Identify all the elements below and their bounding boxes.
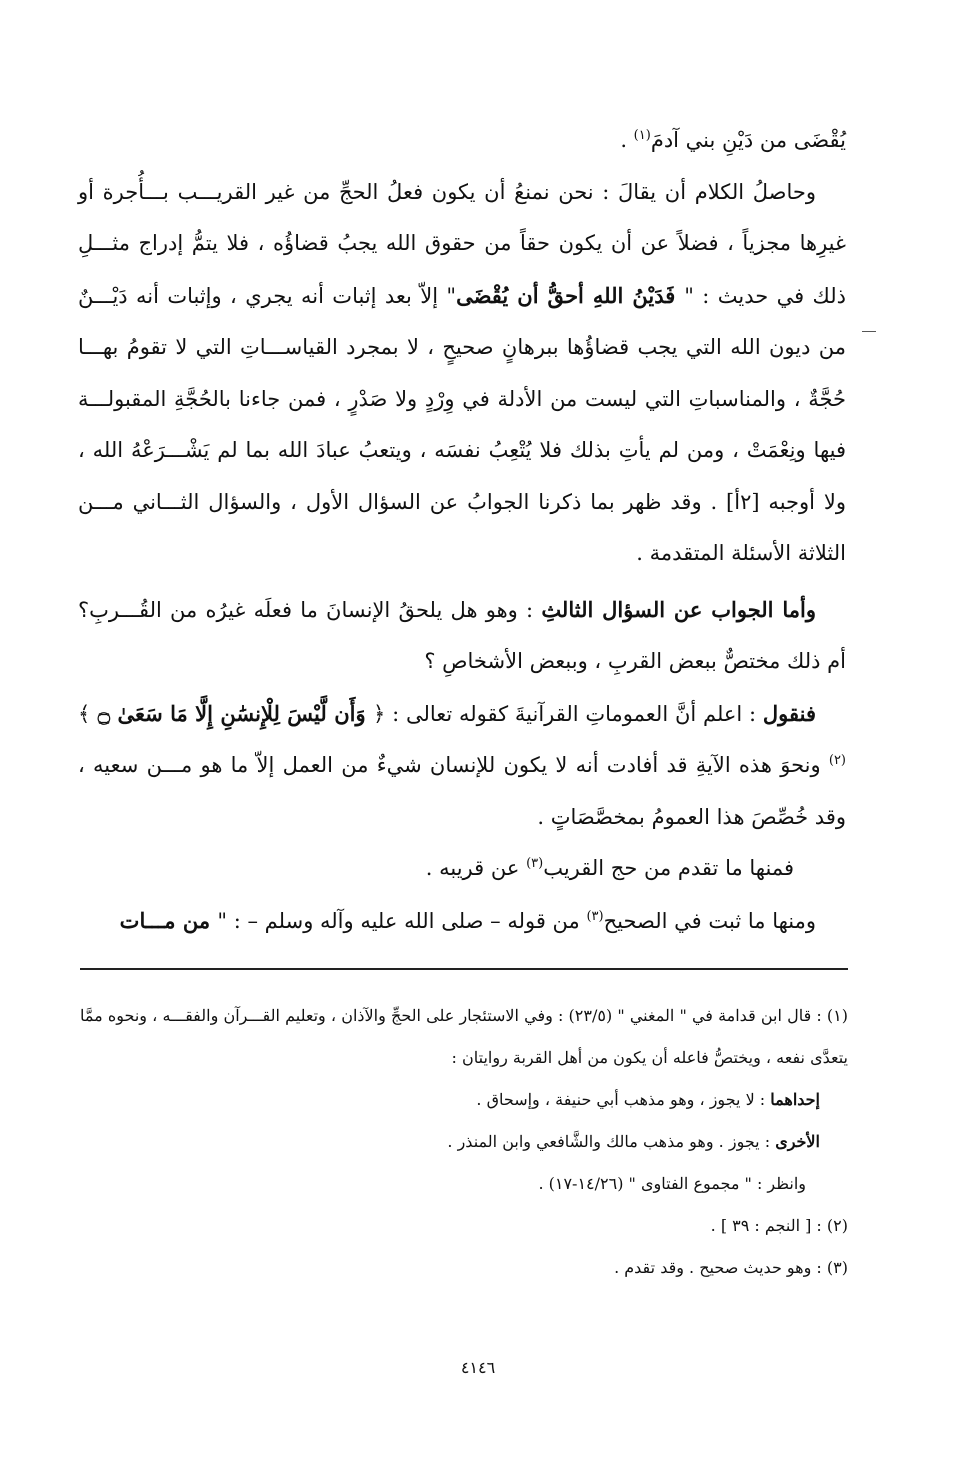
- footnote-3: (٣) : وهو حديث صحيح . وقد تقدم .: [614, 1258, 848, 1277]
- footnote-ref-1[interactable]: (١): [633, 128, 651, 143]
- footnote-ref-3b[interactable]: (٣): [586, 908, 604, 924]
- footnote-separator: [80, 968, 848, 970]
- paragraph-5: فمنها ما تقدم من حج القريب$^{(٣)}$ عن قريبه .: [425, 856, 794, 880]
- section-heading: وأما الجواب عن السؤال الثالثِ: [541, 596, 816, 622]
- hadith-quote: فَدَيْنُ اللهِ أحقُّ أن يُقْضَى: [456, 282, 685, 308]
- footnotes: [80, 995, 848, 1289]
- page-number: ٤١٤٦: [460, 1358, 496, 1377]
- footnote-1-see-also: وانظر : " مجموع الفتاوى " (١٤/٢٦-١٧) .: [538, 1174, 806, 1193]
- lead-word: فنقول: [762, 700, 816, 726]
- footnote-1-opinion-1: إحداهما : لا يجوز ، وهو مذهب أبي حنيفة ، وإسحاق .: [476, 1090, 820, 1109]
- main-text: [78, 115, 846, 947]
- footnote-1-opinion-2: الأخرى : يجوز . وهو مذهب مالك والشَّافعي وابن المنذر .: [447, 1132, 820, 1151]
- paragraph-1: يُقْضَى من دَيْنِ بني آدمَ$^{(١)}$ .: [620, 128, 846, 152]
- paragraph-6: ومنها ما ثبت في الصحيح$^{(٣)}$ من قوله – صلى الله عليه وآله وسلم – : " من مـــات: [119, 907, 816, 933]
- footnote-1: (١) : قال ابن قدامة في " المغني " (٢٣/٥) : وفي الاستئجار على الحجِّ والآذان ، وتعليم القـــرآن والفقـــه ، ونحوه ممَّا يتعدَّى نفعه ، ويختصُّ فاعله أن يكون من أهل القربة روايتان :: [80, 1006, 848, 1067]
- footnote-ref-2[interactable]: (٢): [828, 753, 846, 768]
- footnote-ref-3[interactable]: (٣): [526, 856, 544, 871]
- margin-mark: [862, 331, 876, 332]
- paragraph-4: فنقول : اعلم أنَّ العموماتِ القرآنيةَ كقوله تعالى : ﴿ وَأَن لَّيْسَ لِلْإِنسَٰنِ إِلَّا مَا سَعَىٰ ۝ ﴾$^{(٢)}$ ونحوَ هذه الآيةِ قد أفادت أنه لا يكون للإنسان شيءٌ من العمل إلاّ ما هو مـــن سعيه ، وقد خُصِّصَ هذا العمومُ بمخصَّصَاتٍ .: [78, 700, 846, 829]
- hadith-start: من مـــات: [119, 907, 218, 933]
- quran-verse: وَأَن لَّيْسَ لِلْإِنسَٰنِ إِلَّا مَا سَعَىٰ ۝: [90, 700, 374, 726]
- paragraph-3: وأما الجواب عن السؤال الثالثِ : وهو هل يلحقُ الإنسانَ ما فعلَه غيرُه من القُـــربِ؟ أم ذلك مختصٌّ ببعض القربِ ، وببعض الأشخاصِ ؟: [78, 596, 846, 673]
- paragraph-2: وحاصلُ الكلام أن يقالَ : نحن نمنعُ أن يكون فعلُ الحجِّ من غير القريـــب بـــأُجرة أو غيرِها مجزياً ، فضلاً عن أن يكون حقاً من حقوق الله يجبُ قضاؤُه ، فلا يتمُّ إدراج مثـــلِ ذلك في حديث : " فَدَيْنُ اللهِ أحقُّ أن يُقْضَى" إلاّ بعد إثبات أنه يجري ، وإثبات أنه دَيْـــنٌ من ديون الله التي يجب قضاؤُها ببرهانٍ صحيحٍ ، لا بمجرد القياســـاتِ التي لا تقومُ بهـــا حُجَّةٌ ، والمناسباتِ التي ليست من الأدلة في وِرْدٍ ولا صَدْرٍ ، فمن جاءنا بالحُجَّةِ المقبولـــة فيها ونِعْمَتْ ، ومن لم يأتِ بذلك فلا يُتْعِبُ نفسَه ، ويتعبُ عبادَ الله بما لم يَشْـــرَعْهُ الله ، ولا أوجبه [٢أ] . وقد ظهر بما ذكرنا الجوابُ عن السؤال الأول ، والسؤال الثـــاني مـــن الثلاثة الأسئلة المتقدمة .: [78, 179, 846, 565]
- footnote-2: (٢) : [ النجم : ٣٩ ] .: [710, 1216, 848, 1235]
